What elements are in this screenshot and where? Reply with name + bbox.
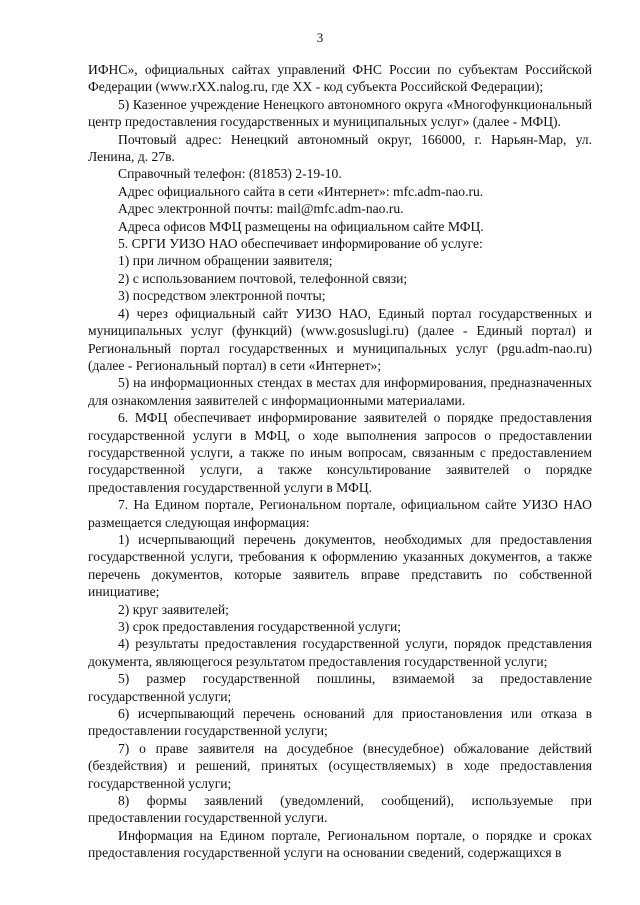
paragraph: Адрес электронной почты: mail@mfc.adm-nao.ru. [118,201,404,217]
paragraph: 5) Казенное учреждение Ненецкого автономного округа «Многофункциональный центр предоставления государственных и муниципальных услуг» (далее - МФЦ). [88,96,592,130]
paragraph: 7. На Едином портале, Региональном портале, официальном сайте УИЗО НАО размещается следующая информация: [88,497,592,530]
paragraph: Почтовый адрес: Ненецкий автономный округ, 166000, г. Нарьян-Мар, ул. Ленина, д. 27в. [88,131,592,165]
paragraph: 1) исчерпывающий перечень документов, необходимых для предоставления государственной услуги, требования к оформлению указанных документов, а также перечень документов, которые заявитель вправе представить по собственной инициативе; [88,531,592,600]
paragraph: 8) формы заявлений (уведомлений, сообщений), используемые при предоставлении государственной услуги. [88,793,592,826]
paragraph: 5) на информационных стендах в местах для информирования, предназначенных для ознакомления заявителей с информационными материалами. [88,375,592,408]
paragraph: Справочный телефон: (81853) 2-19-10. [118,166,342,182]
paragraph: 2) с использованием почтовой, телефонной связи; [118,270,408,286]
paragraph: 7) о праве заявителя на досудебное (внесудебное) обжалование действий (бездействия) и решений, принятых (осуществляемых) в ходе предоставления государственной услуги; [88,740,592,791]
paragraph: 1) при личном обращении заявителя; [118,253,333,269]
paragraph: 6) исчерпывающий перечень оснований для приостановления или отказа в предоставлении государственной услуги; [88,706,592,739]
paragraph: Адреса офисов МФЦ размещены на официальном сайте МФЦ. [118,218,484,234]
paragraph: Адрес официального сайта в сети «Интернет»: mfc.adm-nao.ru. [118,183,484,199]
paragraph: Информация на Едином портале, Региональном портале, о порядке и сроках предоставления государственной услуги на основании сведений, содержащихся в [88,827,592,861]
paragraph: 3) срок предоставления государственной услуги; [118,619,402,634]
paragraph: 6. МФЦ обеспечивает информирование заявителей о порядке предоставления государственной услуги в МФЦ, о ходе выполнения запросов о предоставлении государственной услуги, а также по иным вопросам, связанным с предоставлением государственной услуги, а также консультирование заявителей о порядке предоставления государственной услуги в МФЦ. [88,410,592,495]
paragraph: ИФНС», официальных сайтах управлений ФНС России по субъектам Российской Федерации (www.rXX.nalog.ru, где XX - код субъекта Российской Федерации); [88,62,592,95]
paragraph: 5) размер государственной пошлины, взимаемой за предоставление государственной услуги; [88,671,592,704]
document-body [88,61,592,862]
paragraph: 4) результаты предоставления государственной услуги, порядок представления документа, являющегося результатом предоставления государственной услуги; [88,636,592,669]
page-number: 3 [316,30,324,45]
paragraph: 4) через официальный сайт УИЗО НАО, Единый портал государственных и муниципальных услуг (функций) (www.gosuslugi.ru) (далее - Единый портал) и Региональный портал государственных и муниципальных услуг (pgu.adm-nao.ru) (далее - Региональный портал) в сети «Интернет»; [88,305,592,373]
paragraph: 3) посредством электронной почты; [118,288,326,304]
paragraph: 2) круг заявителей; [118,601,229,617]
paragraph: 5. СРГИ УИЗО НАО обеспечивает информирование об услуге: [118,236,483,252]
